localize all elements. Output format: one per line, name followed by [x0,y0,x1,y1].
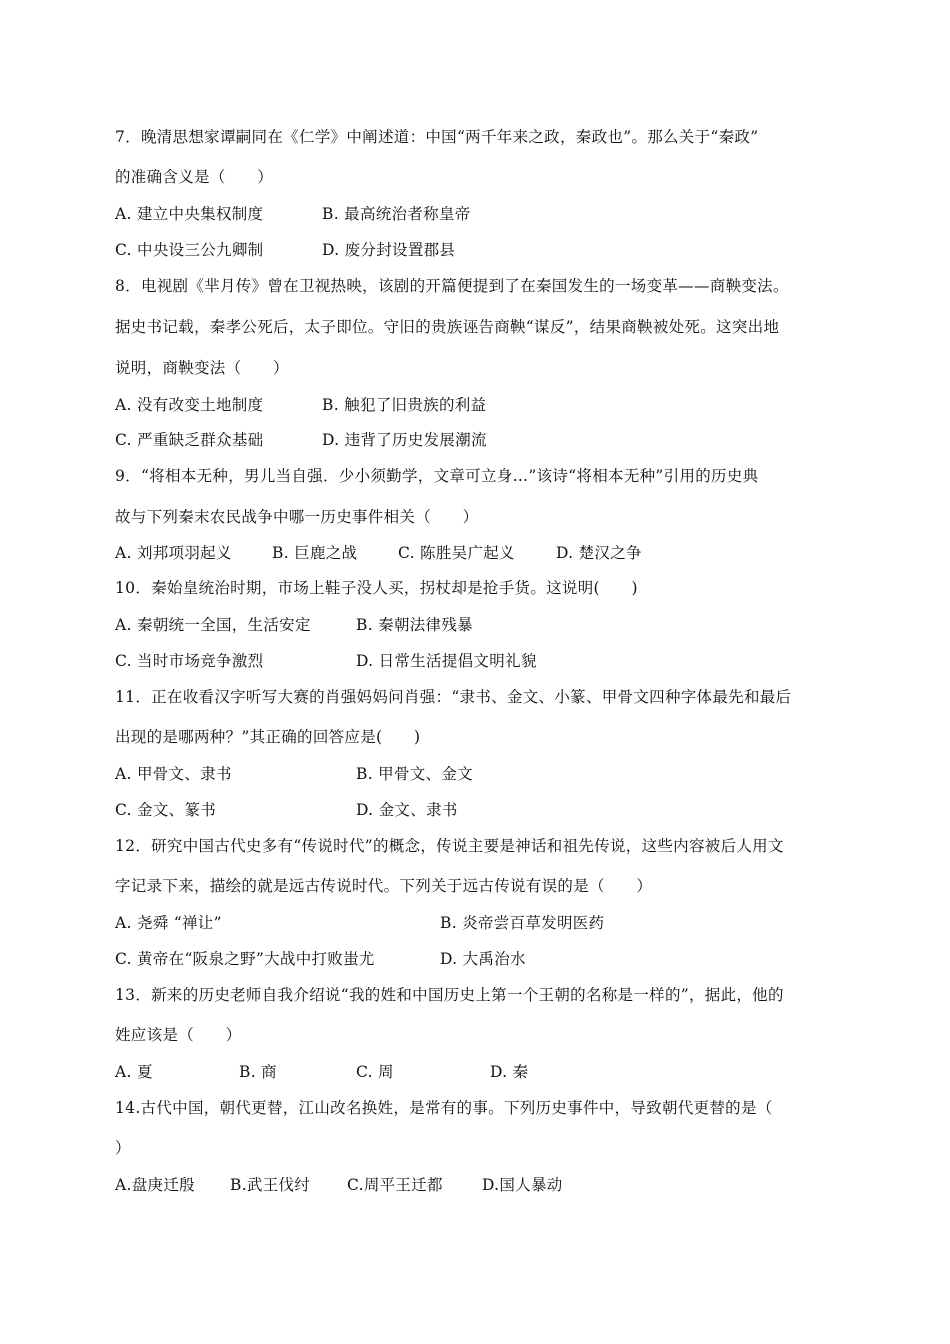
question-14-option-c: C.周平王迁都 [347,1176,443,1194]
question-8-option-d: D. 违背了历史发展潮流 [322,431,487,449]
question-11-option-c: C. 金文、篆书 [115,801,217,819]
question-9-option-a: A. 刘邦项羽起义 [115,544,232,562]
question-11-option-b: B. 甲骨文、金文 [356,765,473,783]
question-14-option-b: B.武王伐纣 [230,1176,311,1194]
question-10-option-a: A. 秦朝统一全国，生活安定 [115,616,311,634]
question-9-option-d: D. 楚汉之争 [556,544,642,562]
question-14-option-d: D.国人暴动 [482,1176,563,1194]
question-13-line-1: 13．新来的历史老师自我介绍说“我的姓和中国历史上第一个王朝的名称是一样的”，据此，他的 [115,986,784,1004]
question-7-option-c: C. 中央设三公九卿制 [115,241,264,259]
question-9-option-c: C. 陈胜吴广起义 [398,544,515,562]
question-14-option-a: A.盘庚迁殷 [115,1176,195,1194]
question-13-line-2: 姓应该是（ ） [115,1026,242,1044]
question-10-option-c: C. 当时市场竞争激烈 [115,652,264,670]
question-11-option-d: D. 金文、隶书 [356,801,458,819]
question-14-line-1: 14.古代中国，朝代更替，江山改名换姓，是常有的事。下列历史事件中，导致朝代更替的是（ [115,1099,773,1117]
question-11-line-1: 11．正在收看汉字听写大赛的肖强妈妈问肖强：“隶书、金文、小篆、甲骨文四种字体最先和最后 [115,688,792,706]
question-13-option-c: C. 周 [356,1063,394,1081]
question-10-line-1: 10．秦始皇统治时期，市场上鞋子没人买，拐杖却是抢手货。这说明( ) [115,579,638,597]
question-9-line-2: 故与下列秦末农民战争中哪一历史事件相关（ ） [115,508,479,526]
question-13-option-b: B. 商 [239,1063,277,1081]
question-8-option-b: B. 触犯了旧贵族的利益 [322,396,487,414]
question-8-line-1: 8．电视剧《芈月传》曾在卫视热映，该剧的开篇便提到了在秦国发生的一场变革——商鞅变法。 [115,277,789,295]
question-12-line-1: 12．研究中国古代史多有“传说时代”的概念，传说主要是神话和祖先传说，这些内容被后人用文 [115,837,784,855]
question-12-option-a: A. 尧舜 “禅让” [115,914,222,932]
question-10-option-d: D. 日常生活提倡文明礼貌 [356,652,537,670]
question-7-line-1: 7．晚清思想家谭嗣同在《仁学》中阐述道：中国“两千年来之政，秦政也”。那么关于“秦政” [115,128,759,146]
question-12-line-2: 字记录下来，描绘的就是远古传说时代。下列关于远古传说有误的是（ ） [115,877,653,895]
question-8-option-a: A. 没有改变土地制度 [115,396,264,414]
question-14-line-2: ） [115,1139,131,1157]
question-7-option-d: D. 废分封设置郡县 [322,241,456,259]
question-13-option-d: D. 秦 [490,1063,529,1081]
question-7-option-b: B. 最高统治者称皇帝 [322,205,471,223]
question-8-line-3: 说明，商鞅变法（ ） [115,359,289,377]
question-7-line-2: 的准确含义是（ ） [115,168,274,186]
question-8-line-2: 据史书记载，秦孝公死后，太子即位。守旧的贵族诬告商鞅“谋反”，结果商鞅被处死。这突出地 [115,318,780,336]
question-9-option-b: B. 巨鹿之战 [272,544,358,562]
question-12-option-d: D. 大禹治水 [440,950,526,968]
question-13-option-a: A. 夏 [115,1063,153,1081]
question-11-line-2: 出现的是哪两种？”其正确的回答应是( ) [115,728,421,746]
question-11-option-a: A. 甲骨文、隶书 [115,765,232,783]
question-12-option-c: C. 黄帝在“阪泉之野”大战中打败蚩尤 [115,950,375,968]
question-10-option-b: B. 秦朝法律残暴 [356,616,473,634]
question-8-option-c: C. 严重缺乏群众基础 [115,431,264,449]
question-9-line-1: 9．“将相本无种，男儿当自强．少小须勤学，文章可立身…”该诗“将相本无种”引用的历史典 [115,467,759,485]
question-7-option-a: A. 建立中央集权制度 [115,205,264,223]
question-12-option-b: B. 炎帝尝百草发明医药 [440,914,605,932]
